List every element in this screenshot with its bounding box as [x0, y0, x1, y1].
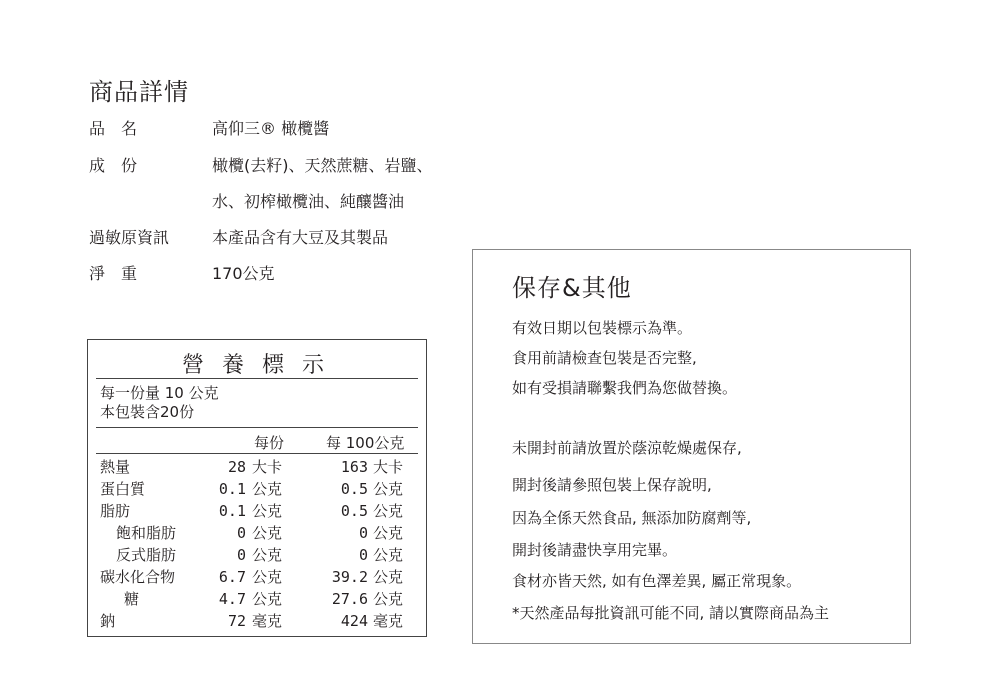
detail-value: 水、初榨橄欖油、純釀醬油 [212, 192, 405, 211]
storage-line: 食用前請檢查包裝是否完整, [512, 349, 697, 367]
per-serving-value: 28 [227, 458, 246, 476]
nutrient-row-energy [88, 457, 428, 478]
per-100-value: 0 [358, 524, 368, 542]
per-serving-unit: 公克 [252, 568, 283, 586]
per-serving-value: 0.1 [218, 480, 246, 498]
nutrient-name: 糖 [124, 590, 140, 608]
detail-label: 品 名 [89, 119, 138, 138]
per-serving-value: 4.7 [218, 590, 246, 608]
nutrition-facts-panel [87, 339, 427, 637]
per-100-value: 0.5 [340, 502, 368, 520]
detail-label: 淨 重 [89, 264, 138, 283]
per-100-value: 0.5 [340, 480, 368, 498]
per-serving-unit: 公克 [252, 524, 283, 542]
nutrient-row-protein [88, 479, 428, 500]
per-serving-unit: 公克 [252, 590, 283, 608]
per-serving-value: 6.7 [218, 568, 246, 586]
col-header-per-100g: 每 100公克 [326, 434, 405, 452]
per-100-unit: 公克 [373, 502, 404, 520]
nutrient-row-sodium [88, 611, 428, 632]
storage-line: 開封後請參照包裝上保存說明, [512, 476, 712, 494]
per-serving-unit: 公克 [252, 502, 283, 520]
divider [96, 453, 418, 454]
nutrition-title: 營養標示 [181, 353, 342, 378]
per-serving-value: 0 [236, 524, 246, 542]
per-100-unit: 公克 [373, 546, 404, 564]
servings-per-pack: 本包裝含20份 [100, 403, 195, 421]
per-serving-unit: 大卡 [252, 458, 283, 476]
nutrient-name: 熱量 [100, 458, 131, 476]
storage-line: 因為全係天然食品, 無添加防腐劑等, [512, 509, 752, 527]
storage-line: 有效日期以包裝標示為準。 [512, 319, 693, 337]
divider [96, 378, 418, 379]
detail-value: 170公克 [212, 264, 275, 283]
detail-value: 橄欖(去籽)、天然蔗糖、岩鹽、 [212, 156, 433, 175]
detail-value: 本產品含有大豆及其製品 [212, 228, 389, 247]
per-serving-value: 72 [227, 612, 246, 630]
storage-line: 食材亦皆天然, 如有色澤差異, 屬正常現象。 [512, 572, 802, 590]
per-100-value: 39.2 [331, 568, 368, 586]
per-100-unit: 公克 [373, 568, 404, 586]
nutrient-row-trans-fat [88, 545, 428, 566]
per-100-value: 27.6 [331, 590, 368, 608]
per-100-value: 163 [340, 458, 368, 476]
nutrient-name: 鈉 [100, 612, 116, 630]
nutrient-name: 脂肪 [100, 502, 131, 520]
per-serving-unit: 公克 [252, 546, 283, 564]
serving-size: 每一份量 10 公克 [100, 384, 219, 402]
per-100-unit: 公克 [373, 524, 404, 542]
per-100-unit: 公克 [373, 590, 404, 608]
storage-line: 未開封前請放置於蔭涼乾燥處保存, [512, 439, 742, 457]
per-serving-value: 0 [236, 546, 246, 564]
nutrient-name: 蛋白質 [100, 480, 146, 498]
nutrient-name: 反式脂肪 [116, 546, 177, 564]
detail-label: 成 份 [89, 156, 138, 175]
per-100-value: 0 [358, 546, 368, 564]
nutrient-row-sugar [88, 589, 428, 610]
storage-line: *天然產品每批資訊可能不同, 請以實際商品為主 [512, 604, 830, 622]
nutrient-row-saturated-fat [88, 523, 428, 544]
col-header-per-serving: 每份 [254, 434, 285, 452]
storage-line: 開封後請盡快享用完畢。 [512, 541, 678, 559]
per-100-unit: 毫克 [373, 612, 404, 630]
nutrient-row-fat [88, 501, 428, 522]
storage-title: 保存&其他 [512, 274, 632, 302]
detail-value: 高仰三® 橄欖醬 [212, 119, 330, 138]
divider [96, 427, 418, 428]
storage-info-panel [472, 249, 911, 644]
per-100-unit: 大卡 [373, 458, 404, 476]
per-100-unit: 公克 [373, 480, 404, 498]
per-serving-value: 0.1 [218, 502, 246, 520]
nutrient-name: 飽和脂肪 [116, 524, 177, 542]
nutrient-name: 碳水化合物 [100, 568, 176, 586]
per-100-value: 424 [340, 612, 368, 630]
nutrient-row-carbohydrate [88, 567, 428, 588]
section-title-details: 商品詳情 [89, 78, 189, 106]
per-serving-unit: 毫克 [252, 612, 283, 630]
storage-line: 如有受損請聯繫我們為您做替換。 [512, 379, 738, 397]
per-serving-unit: 公克 [252, 480, 283, 498]
detail-label: 過敏原資訊 [89, 228, 170, 247]
